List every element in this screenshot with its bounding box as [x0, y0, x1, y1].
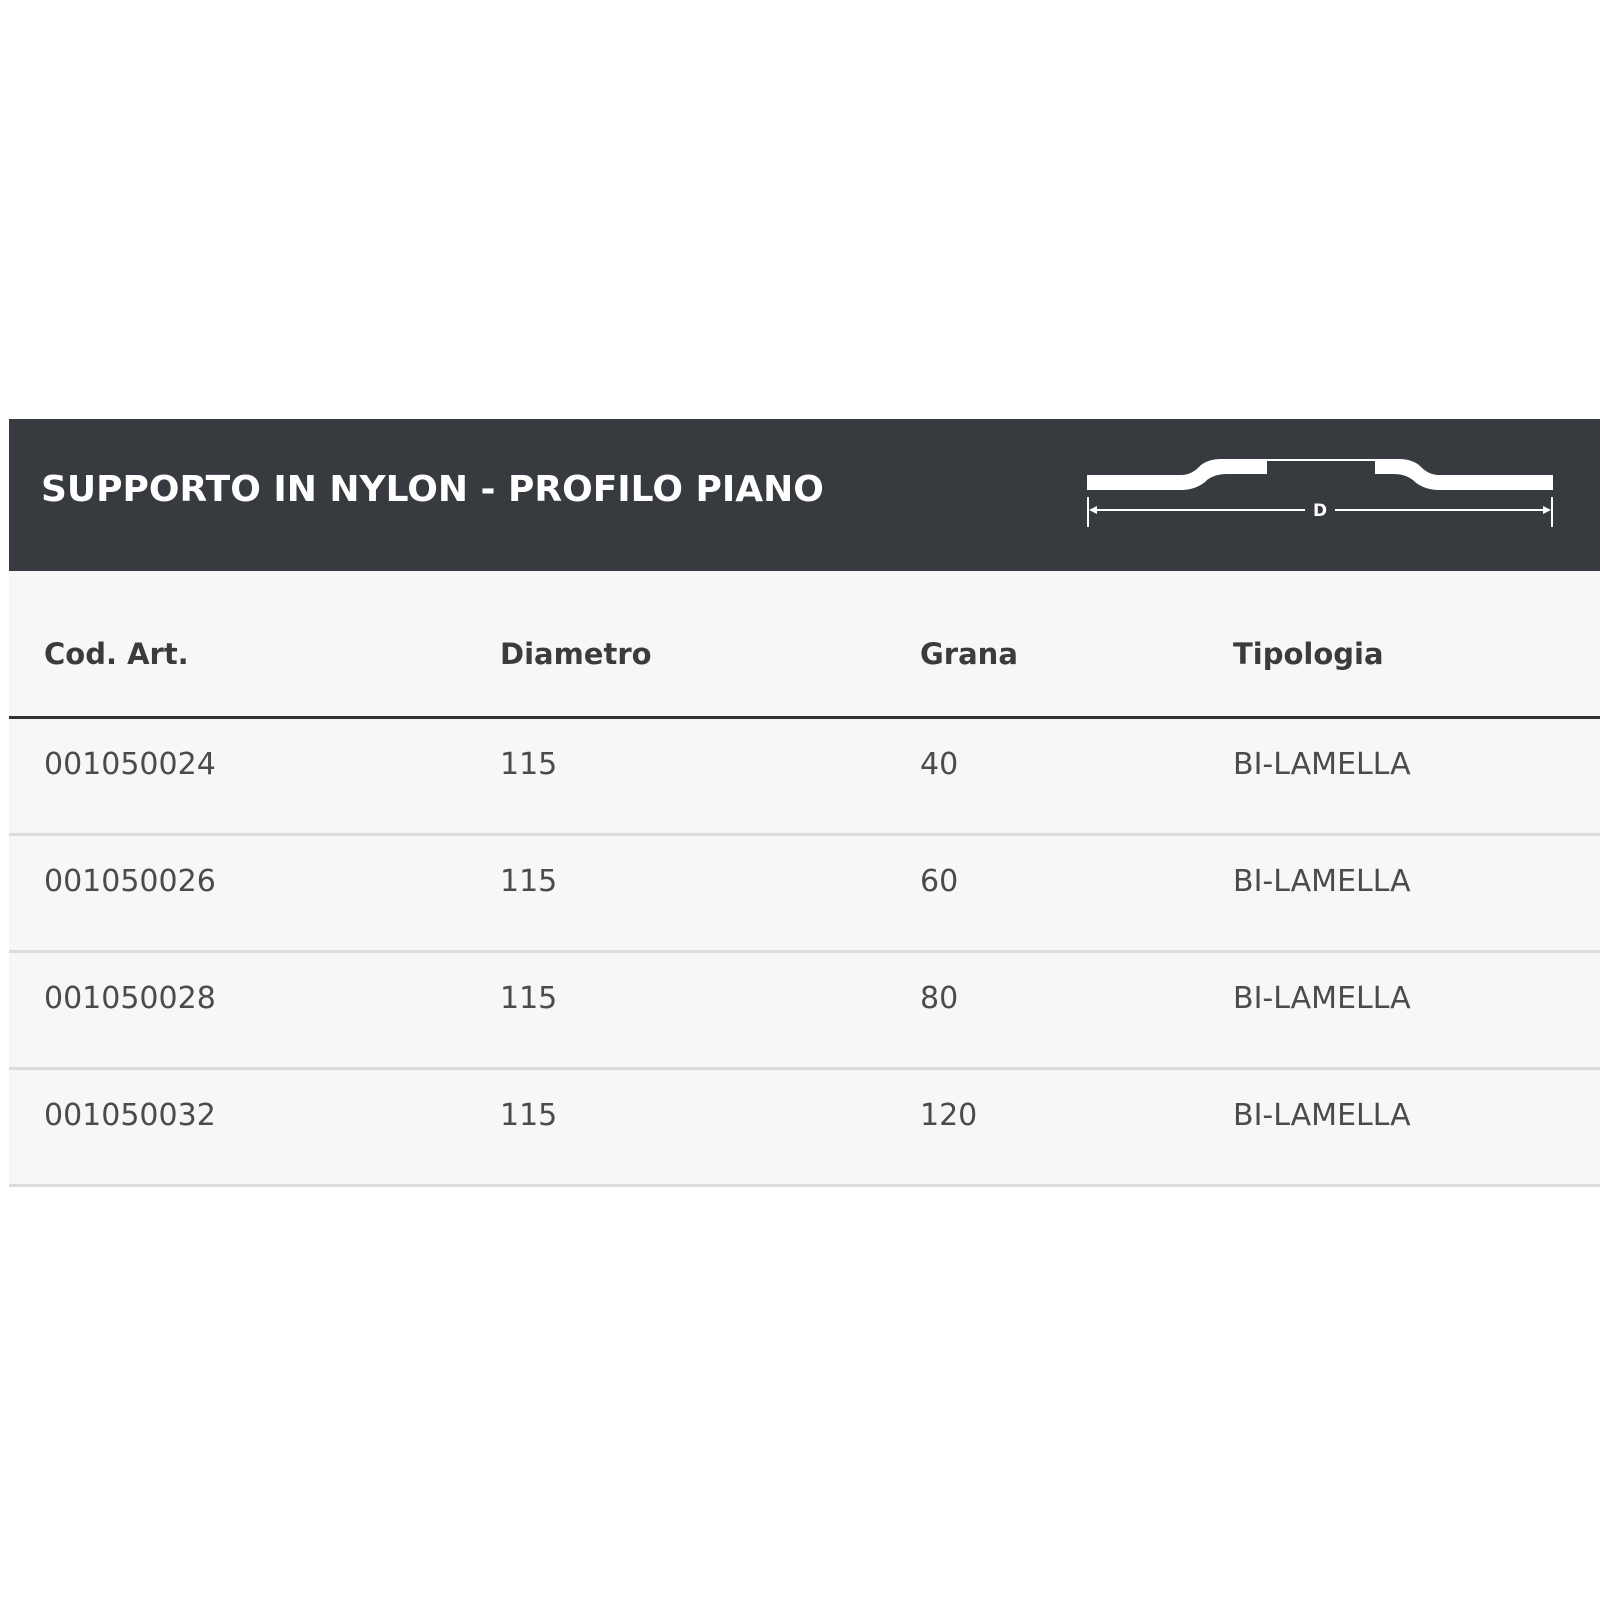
table-row [9, 1070, 1600, 1187]
table-body [9, 571, 1600, 1187]
cell-type: BI-LAMELLA [1233, 864, 1411, 899]
table-row [9, 953, 1600, 1070]
cell-code: 001050032 [44, 1098, 216, 1133]
table-row [9, 836, 1600, 953]
cell-diameter: 115 [500, 1098, 558, 1133]
cell-code: 001050026 [44, 864, 216, 899]
cell-code: 001050024 [44, 747, 216, 782]
cell-type: BI-LAMELLA [1233, 747, 1411, 782]
cell-grit: 60 [920, 864, 959, 899]
column-header-row [9, 571, 1600, 719]
diagram-dimension-label: D [1312, 501, 1328, 521]
cell-code: 001050028 [44, 981, 216, 1016]
product-table [9, 419, 1600, 1187]
table-header-bar [9, 419, 1600, 571]
cell-diameter: 115 [500, 864, 558, 899]
column-header-grit: Grana [920, 637, 1018, 671]
column-header-diameter: Diametro [500, 637, 652, 671]
column-header-type: Tipologia [1233, 637, 1384, 671]
cell-type: BI-LAMELLA [1233, 1098, 1411, 1133]
table-row [9, 719, 1600, 836]
cell-grit: 120 [920, 1098, 978, 1133]
cell-type: BI-LAMELLA [1233, 981, 1411, 1016]
table-title: SUPPORTO IN NYLON - PROFILO PIANO [41, 469, 824, 510]
cell-grit: 40 [920, 747, 959, 782]
cell-diameter: 115 [500, 747, 558, 782]
cell-grit: 80 [920, 981, 959, 1016]
column-header-code: Cod. Art. [44, 637, 189, 671]
disc-profile-diagram-icon [1087, 457, 1553, 527]
cell-diameter: 115 [500, 981, 558, 1016]
